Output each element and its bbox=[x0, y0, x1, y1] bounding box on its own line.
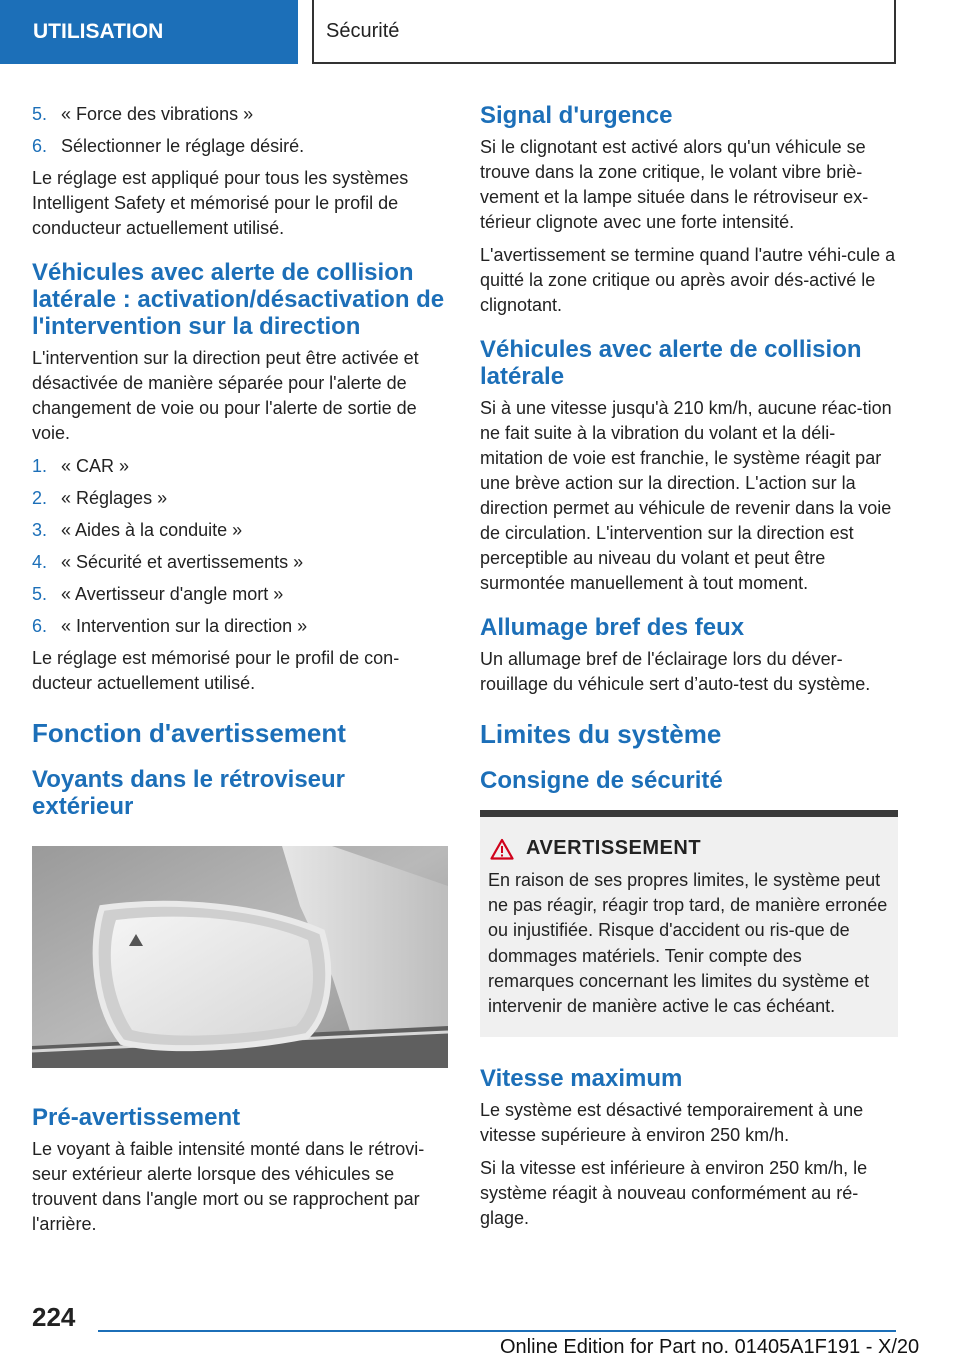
list-item: 5. « Avertisseur d'angle mort » bbox=[32, 584, 284, 604]
section-heading: Véhicules avec alerte de collision latérale : activation/désactivation de l'intervention sur la direction bbox=[32, 259, 445, 340]
paragraph: Le système est désactivé temporairement à une vitesse supérieure à environ 250 km/h. bbox=[480, 1100, 864, 1146]
paragraph: Un allumage bref de l'éclairage lors du déver‐rouillage du véhicule sert d’auto-test du système. bbox=[480, 649, 871, 694]
paragraph: L'avertissement se termine quand l'autre véhi‐cule a quitté la zone critique ou après avoir dés‐activé le clignotant. bbox=[480, 245, 896, 315]
page-header bbox=[0, 0, 960, 66]
warning-title: AVERTISSEMENT bbox=[488, 837, 890, 860]
list-item: 5. « Force des vibrations » bbox=[32, 104, 254, 124]
steps-list-b bbox=[32, 454, 450, 638]
section-heading: Voyants dans le rétroviseur extérieur bbox=[32, 766, 346, 820]
paragraph: Si le clignotant est activé alors qu'un véhicule se trouve dans la zone critique, le volant vibre briè‐vement et la lampe située dans le rétroviseur ex‐térieur clignote avec une forte intensité. bbox=[480, 137, 869, 232]
paragraph: Le réglage est mémorisé pour le profil de con‐ducteur actuellement utilisé. bbox=[32, 648, 400, 693]
section-heading: Pré‑avertissement bbox=[32, 1104, 241, 1131]
warning-triangle-icon bbox=[490, 838, 514, 860]
right-column bbox=[480, 102, 898, 1239]
chapter-title: Sécurité bbox=[312, 0, 896, 64]
list-item: 3. « Aides à la conduite » bbox=[32, 520, 243, 540]
footer-rule bbox=[98, 1330, 896, 1332]
chapter-heading: Fonction d'avertissement bbox=[32, 718, 346, 748]
paragraph: Si la vitesse est inférieure à environ 250 km/h, le système réagit à nouveau conformément au ré‐glage. bbox=[480, 1158, 868, 1229]
list-item: 4. « Sécurité et avertissements » bbox=[32, 552, 304, 572]
left-column bbox=[32, 102, 450, 1245]
warning-box bbox=[480, 817, 898, 1037]
section-tab: UTILISATION bbox=[0, 0, 298, 64]
paragraph: Le voyant à faible intensité monté dans le rétrovi‐seur extérieur alerte lorsque des véhicules se trouvent dans l'angle mort ou se rapprochent par l'arrière. bbox=[32, 1139, 425, 1234]
section-heading: Allumage bref des feux bbox=[480, 614, 745, 641]
section-heading: Signal d'urgence bbox=[480, 102, 673, 129]
edition-note: Online Edition for Part no. 01405A1F191 - X/20 bbox=[500, 1336, 920, 1358]
chapter-heading: Limites du système bbox=[480, 719, 722, 749]
steps-list-a bbox=[32, 102, 450, 158]
list-item: 6. « Intervention sur la direction » bbox=[32, 616, 308, 636]
warning-top-rule bbox=[480, 810, 898, 817]
section-heading: Vitesse maximum bbox=[480, 1065, 683, 1093]
warning-text: En raison de ses propres limites, le système peut ne pas réagir, réagir trop tard, de manière erronée ou injustifiée. Risque d'accident ou ris‐que de dommages matériels. Tenir compte des remarques concernant les limites du système et intervenir de manière active le cas échéant. bbox=[488, 870, 888, 1017]
section-heading: Consigne de sécurité bbox=[480, 767, 723, 794]
list-item: 1. « CAR » bbox=[32, 456, 130, 476]
section-heading: Véhicules avec alerte de collision latérale bbox=[480, 336, 862, 390]
list-item: 2. « Réglages » bbox=[32, 488, 168, 508]
page-number: 224 bbox=[32, 1302, 76, 1332]
paragraph: Le réglage est appliqué pour tous les systèmes Intelligent Safety et mémorisé pour le profil de conducteur actuellement utilisé. bbox=[32, 168, 409, 238]
paragraph: Si à une vitesse jusqu'à 210 km/h, aucune réac‐tion ne fait suite à la vibration du volant et la déli‐mitation de voie est franchie, le système réagit par une brève action sur la direction. L'action sur la direction permet au véhicule de revenir dans la voie de circulation. L'intervention sur la direction est perceptible au niveau du volant et peut être surmontée manuellement à tout moment. bbox=[480, 398, 892, 593]
paragraph: L'intervention sur la direction peut être activée et désactivée de manière séparée pour l'alerte de changement de voie ou pour l'alerte de sortie de voie. bbox=[32, 348, 419, 443]
list-item: 6. Sélectionner le réglage désiré. bbox=[32, 136, 305, 156]
side-mirror-photo bbox=[32, 846, 448, 1068]
